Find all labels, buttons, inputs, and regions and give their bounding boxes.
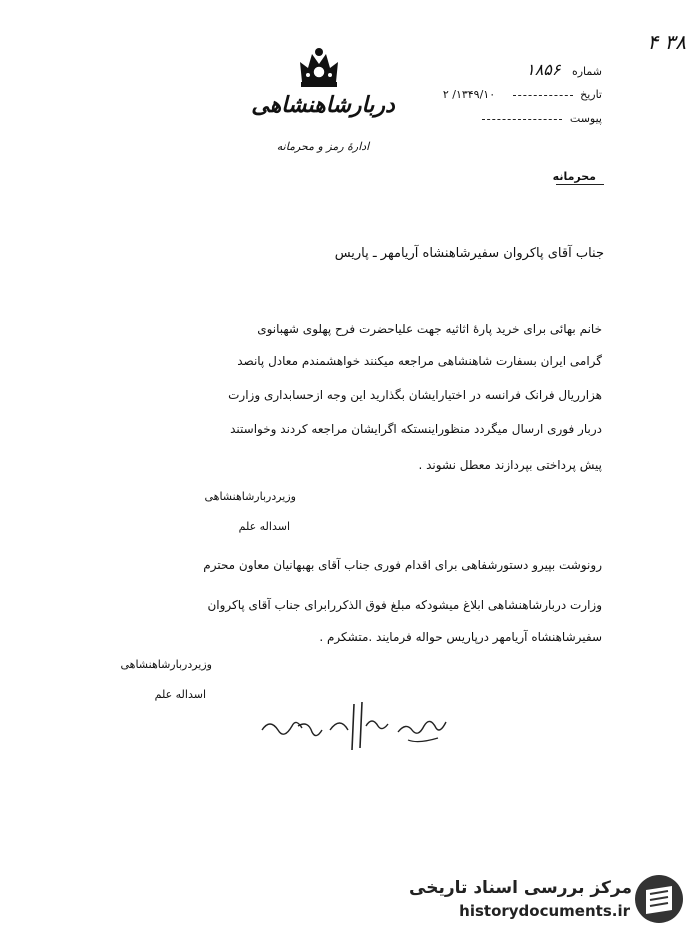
cc-line: سفیرشاهنشاه آریامهر درپاریس حواله فرمایند .متشکرم .: [319, 630, 602, 644]
date-value: ۱۳۴۹/۱۰/ ۲: [442, 88, 496, 101]
body-line: دربار فوری ارسال میگردد منظوراینستکه اگرایشان مراجعه کردند وخواستند: [230, 422, 602, 436]
classification-label: محرمانه: [552, 170, 596, 183]
signature-name: اسداله علم: [154, 688, 206, 701]
watermark-url: historydocuments.ir: [459, 902, 630, 920]
cc-line: وزارت دربارشاهنشاهی ابلاغ میشودکه مبلغ فوق الذکررابرای جناب آقای پاکروان: [207, 598, 602, 612]
body-line: پیش پرداختی بپردازند معطل نشوند .: [418, 458, 602, 472]
date-label: تاریخ: [580, 88, 602, 101]
archive-logo-icon: [632, 872, 686, 926]
crown-emblem-icon: [296, 42, 342, 90]
number-label: شماره: [571, 65, 602, 78]
signature-title: وزیردربارشاهنشاهی: [120, 658, 212, 671]
attachment-label: پیوست: [569, 112, 602, 125]
classification-underline: [556, 184, 604, 185]
number-value: ۱۸۵۶: [526, 60, 561, 79]
page-number: ۳۸ ۴: [647, 30, 686, 54]
watermark-title: مرکز بررسی اسناد تاریخی: [409, 878, 632, 898]
attachment-row: [478, 112, 602, 125]
org-department: ادارهٔ رمز و محرمانه: [276, 140, 370, 153]
cc-line: رونوشت بپیرو دستورشفاهی برای اقدام فوری جناب آقای بهبهانیان معاون محترم: [203, 558, 602, 572]
signature-title: وزیردربارشاهنشاهی: [204, 490, 296, 503]
body-line: هزارریال فرانک فرانسه در اختیارایشان بگذارید این وجه ازحسابداری وزارت: [228, 388, 602, 402]
body-line: گرامی ایران بسفارت شاهنشاهی مراجعه میکنند خواهشمندم معادل پانصد: [237, 354, 602, 368]
body-line: خانم بهائی برای خرید پارهٔ اثاثیه جهت علیاحضرت فرح پهلوی شهبانوی: [257, 322, 602, 336]
letter-number-row: [526, 60, 602, 79]
date-dash: [513, 95, 573, 96]
recipient-line: جناب آقای پاکروان سفیرشاهنشاه آریامهر ـ پاریس: [334, 246, 604, 261]
letter-date-row: [443, 88, 602, 101]
attachment-dash: [482, 119, 562, 120]
org-name: دربارشاهنشاهی: [251, 92, 395, 118]
signature-name: اسداله علم: [238, 520, 290, 533]
handwritten-note-icon: [258, 700, 458, 758]
